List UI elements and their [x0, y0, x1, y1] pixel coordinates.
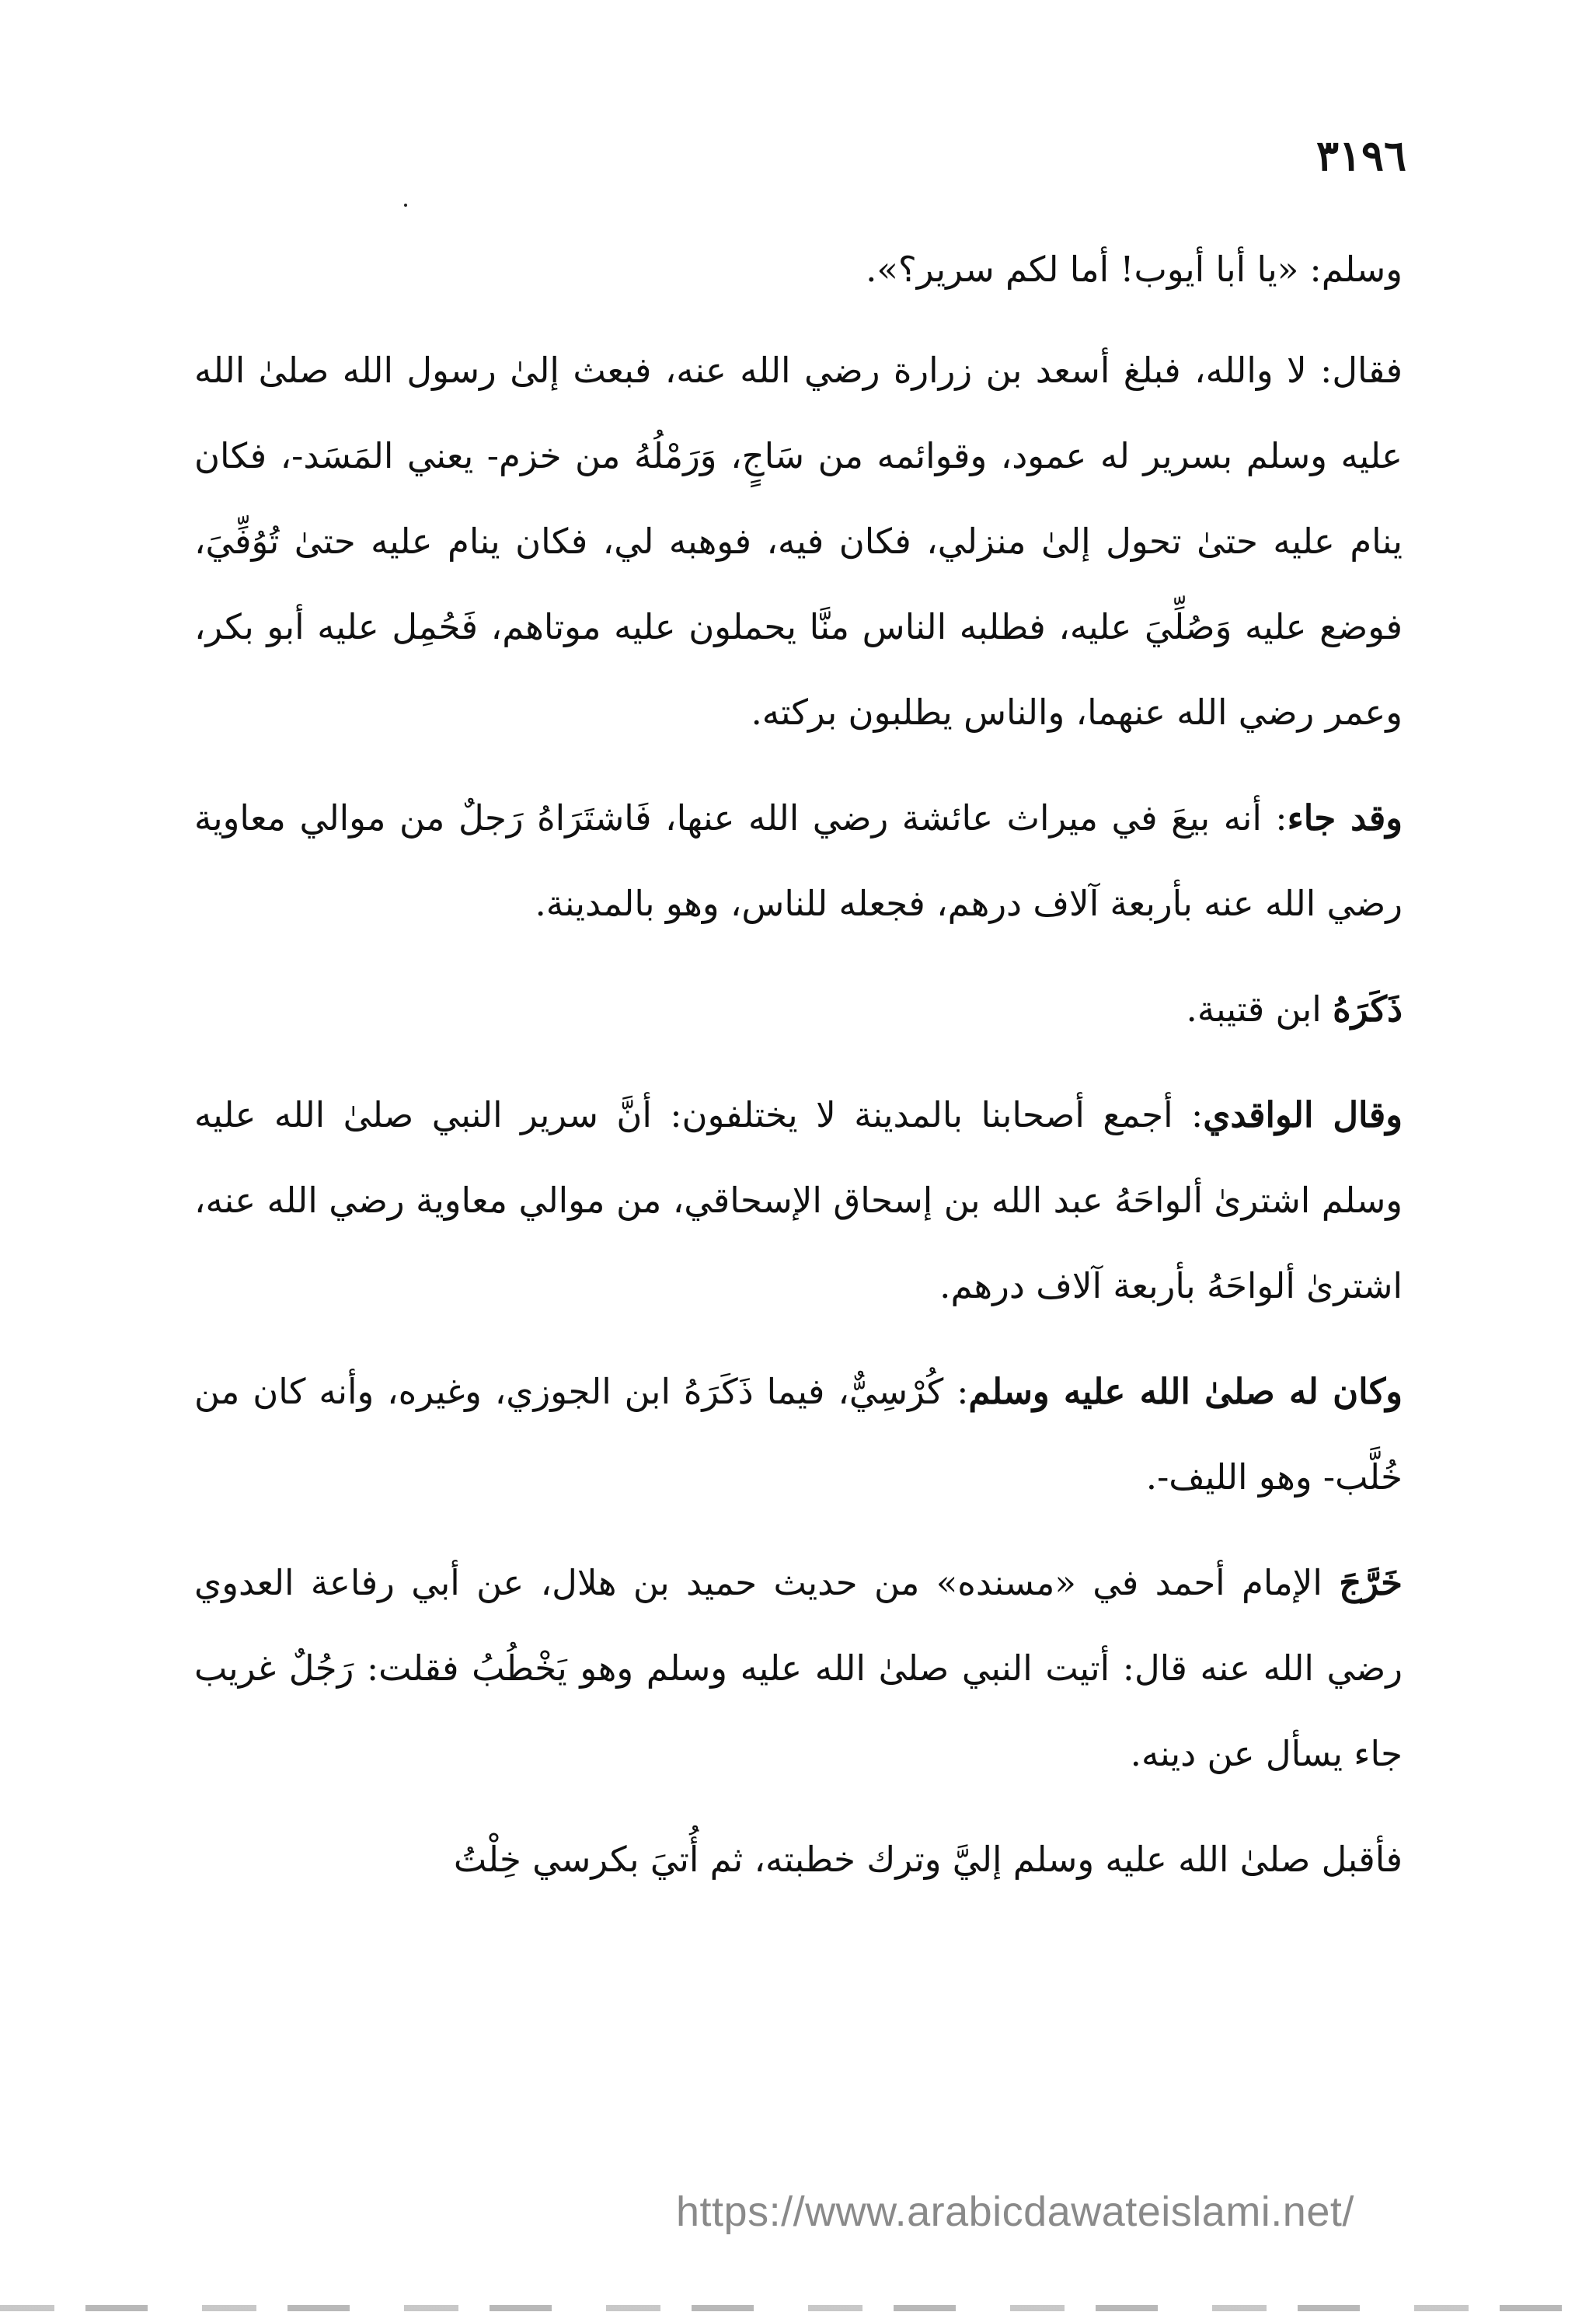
paragraph-text: وسلم: «يا أبا أيوب! أما لكم سرير؟». [866, 249, 1403, 290]
paragraph-7 [194, 1540, 1403, 1797]
paragraph-text: : أنه بيعَ في ميراث عائشة رضي الله عنها، فَاشتَرَاهُ رَجلٌ من موالي معاوية رضي الله عنه بأربعة آلاف درهم، فجعله للناس، وهو بالمدينة. [194, 797, 1403, 924]
scan-speck [404, 204, 407, 207]
scan-edge [0, 2305, 1596, 2311]
watermark-url: https://www.arabicdawateislami.net/ [676, 2188, 1354, 2235]
paragraph-8 [194, 1817, 1403, 1902]
paragraph-4 [194, 967, 1403, 1052]
paragraph-1 [194, 227, 1403, 312]
paragraph-lead: وقد جاء [1287, 797, 1403, 839]
paragraph-text: ابن قتيبة. [1186, 989, 1333, 1030]
paragraph-lead: وكان له صلىٰ الله عليه وسلم [968, 1371, 1403, 1412]
text-body [194, 227, 1403, 1923]
paragraph-lead: خَرَّجَ [1339, 1562, 1403, 1603]
paragraph-lead: ذَكَرَهُ [1333, 989, 1403, 1030]
paragraph-text: : أجمع أصحابنا بالمدينة لا يختلفون: أنَّ سرير النبي صلىٰ الله عليه وسلم اشترىٰ ألواحَهُ عبد الله بن إسحاق الإسحاقي، من موالي معاوية رضي الله عنه، اشترىٰ ألواحَهُ بأربعة آلاف درهم. [194, 1094, 1403, 1306]
paragraph-2 [194, 328, 1403, 755]
paragraph-5 [194, 1072, 1403, 1329]
paragraph-text: فقال: لا والله، فبلغ أسعد بن زرارة رضي الله عنه، فبعث إلىٰ رسول الله صلىٰ الله عليه وسلم بسرير له عمود، وقوائمه من سَاجٍ، وَرَمْلُهُ من خزم- يعني المَسَد-، فكان ينام عليه حتىٰ تحول إلىٰ منزلي، فكان فيه، فوهبه لي، فكان ينام عليه حتىٰ تُوُفِّيَ، فوضع عليه وَصُلِّيَ عليه، فطلبه الناس منَّا يحملون عليه موتاهم، فَحُمِل عليه أبو بكر، وعمر رضي الله عنهما، والناس يطلبون بركته. [194, 350, 1403, 733]
page-number: ٣١٩٦ [1315, 131, 1406, 180]
paragraph-3 [194, 776, 1403, 947]
paragraph-text: الإمام أحمد في «مسنده» من حديث حميد بن هلال، عن أبي رفاعة العدوي رضي الله عنه قال: أتيت النبي صلىٰ الله عليه وسلم وهو يَخْطُبُ فقلت: رَجُلٌ غريب جاء يسأل عن دينه. [194, 1562, 1403, 1774]
paragraph-lead: وقال الواقدي [1203, 1094, 1403, 1135]
paragraph-text: : كُرْسِيٌّ، فيما ذَكَرَهُ ابن الجوزي، وغيره، وأنه كان من خُلَّب- وهو الليف-. [194, 1371, 1403, 1498]
paragraph-6 [194, 1349, 1403, 1520]
paragraph-text: فأقبل صلىٰ الله عليه وسلم إليَّ وترك خطبته، ثم أُتيَ بكرسي خِلْتُ [453, 1839, 1403, 1880]
